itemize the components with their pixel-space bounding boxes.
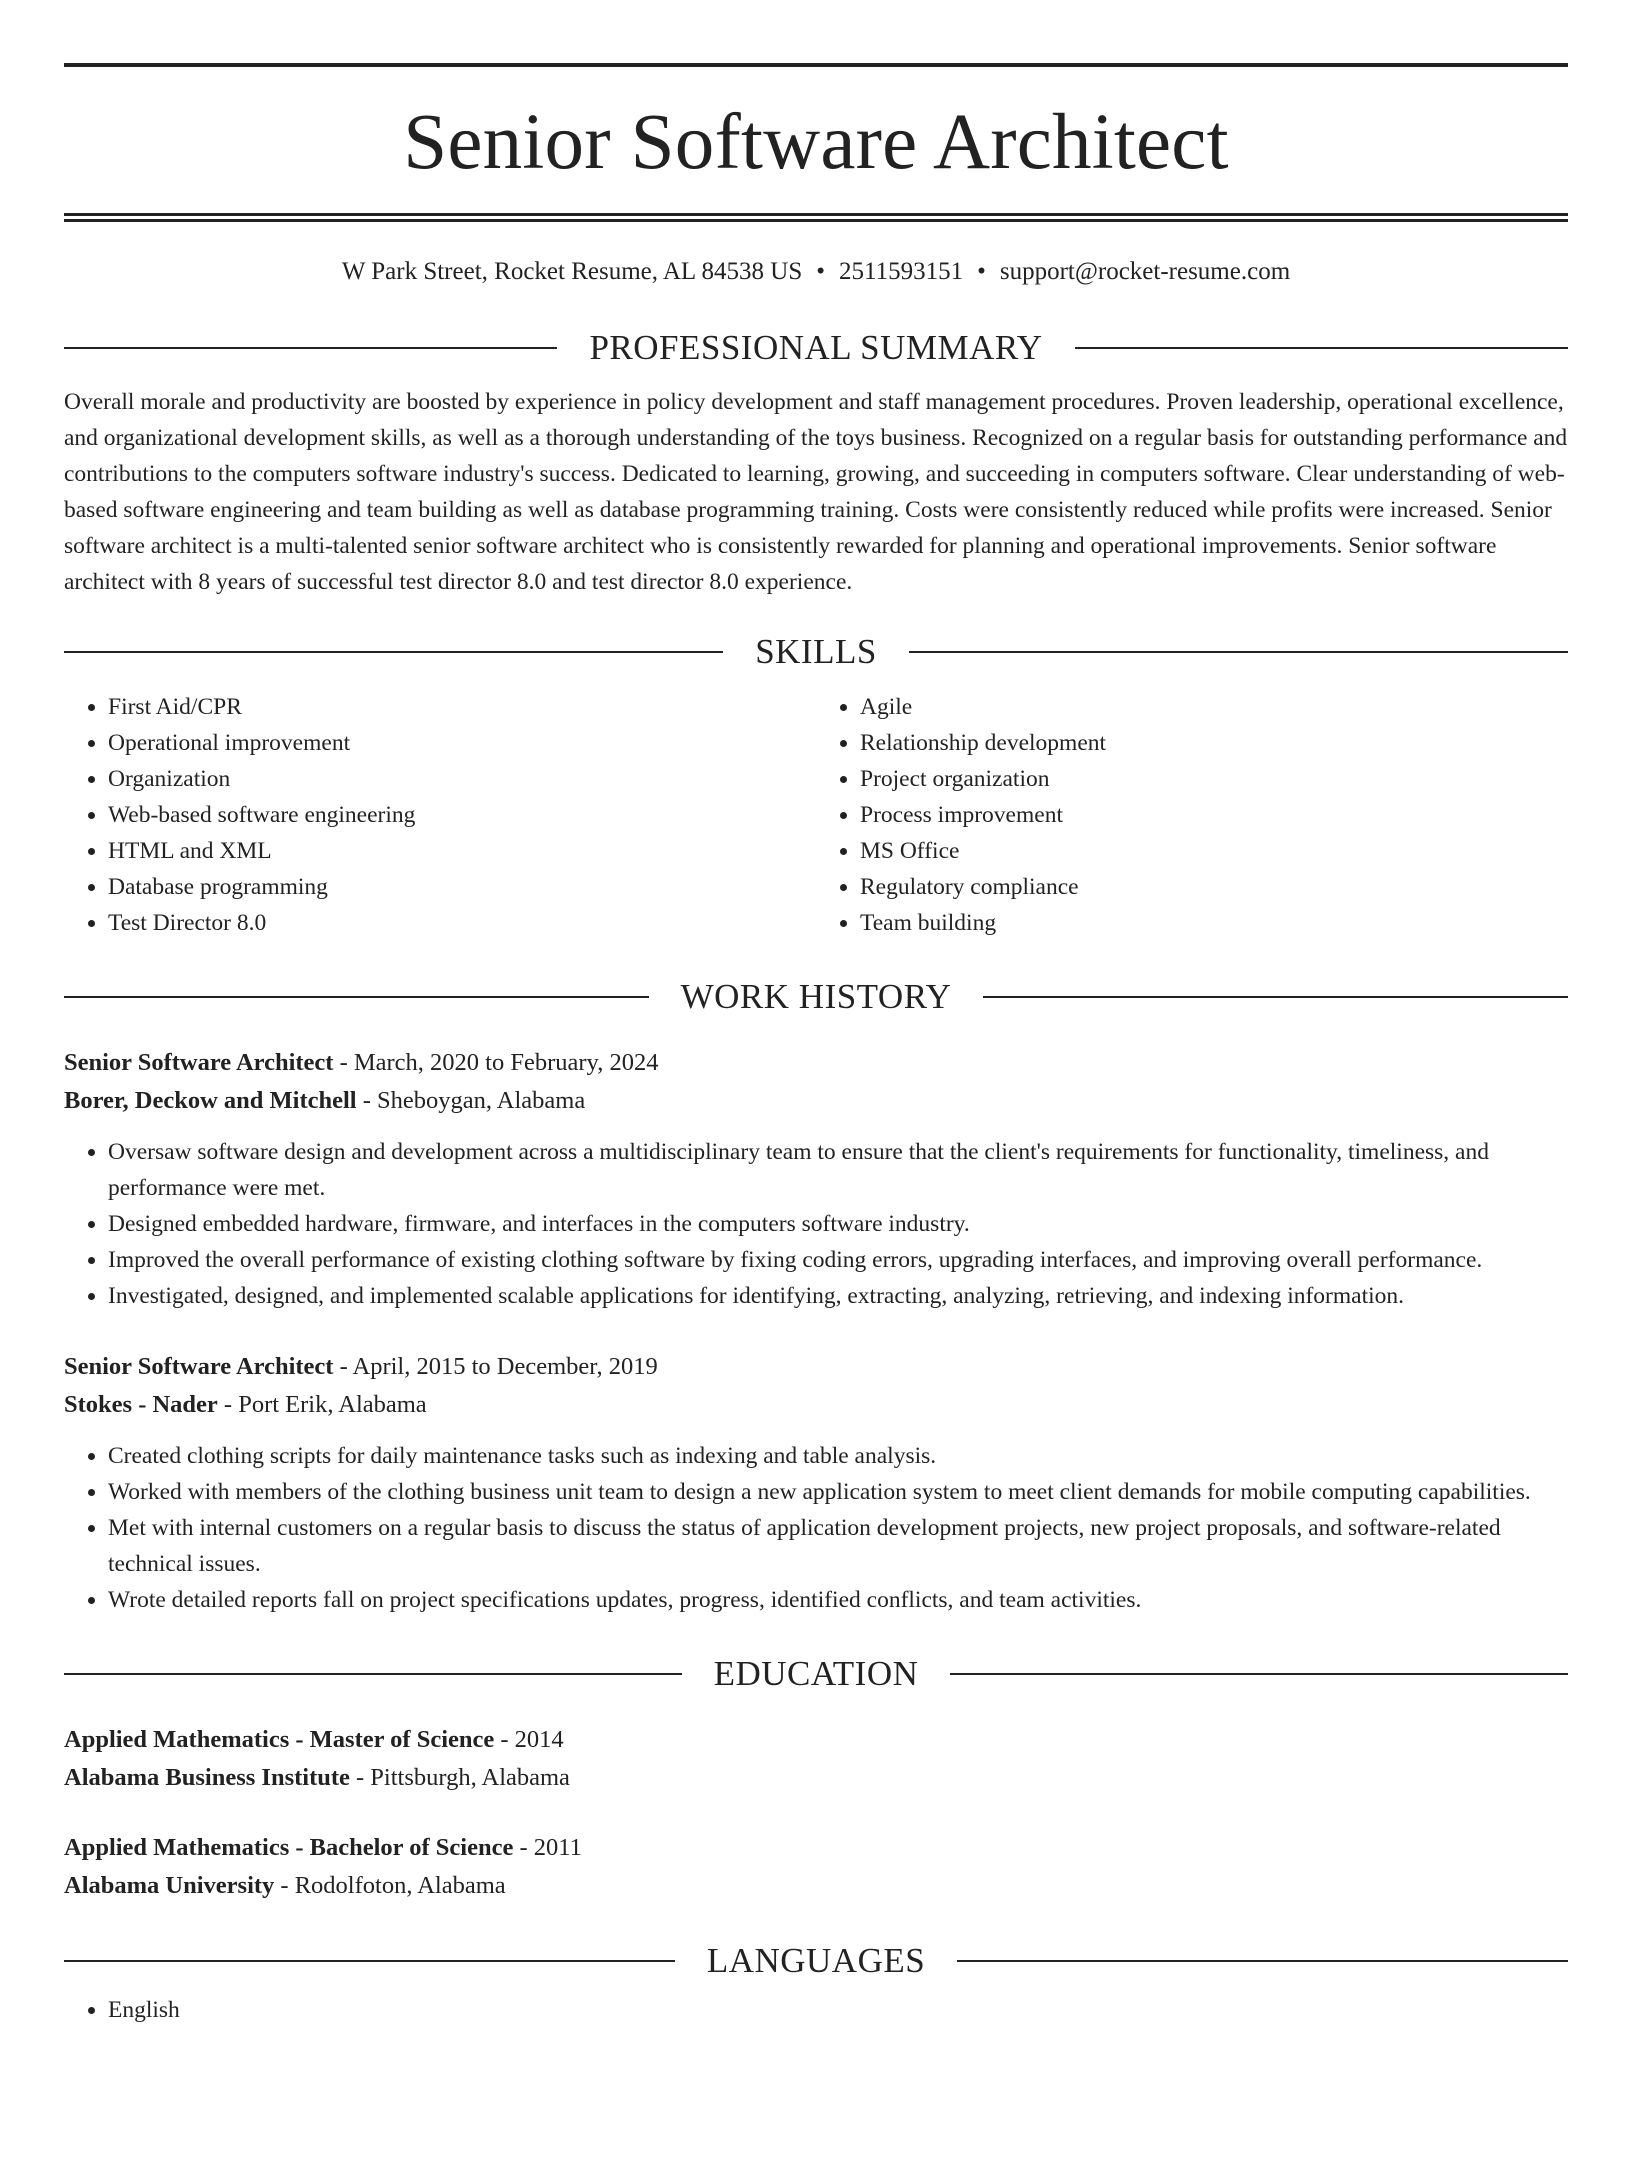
- resume-page: [0, 63, 1632, 2175]
- skill-item: • Organization: [108, 761, 816, 797]
- summary-text: Overall morale and productivity are boosted by experience in policy development and staff management procedures. Proven leadership, operational excellence, and organizational development skills, as well as a thorough understanding of the toys business. Recognized on a regular basis for outstanding performance and contributions to the computers software industry's success. Dedicated to learning, growing, and succeeding in computers software. Clear understanding of web-based software engineering and team building as well as database programming training. Costs were consistently reduced while profits were increased. Senior software architect is a multi-talented senior software architect who is consistently rewarded for planning and operational improvements. Senior software architect with 8 years of successful test director 8.0 and test director 8.0 experience.: [64, 389, 1568, 595]
- education-degree: Applied Mathematics - Bachelor of Science: [64, 1834, 514, 1861]
- job-company-line: [64, 1386, 1568, 1424]
- list-item: • Wrote detailed reports fall on project specifications updates, progress, identified conflicts, and team activities.: [108, 1582, 1568, 1618]
- education-location: - Rodolfoton, Alabama: [274, 1872, 506, 1899]
- skill-item: • Process improvement: [860, 797, 1568, 833]
- skills-column-right: [816, 689, 1568, 941]
- skill-item: • HTML and XML: [108, 833, 816, 869]
- contact-email: support@rocket-resume.com: [999, 258, 1291, 285]
- section-header-skills: [64, 634, 1568, 669]
- skill-item: • Database programming: [108, 869, 816, 905]
- education-entry: [64, 1721, 1568, 1797]
- education-degree-line: [64, 1829, 1568, 1867]
- skill-item: • Team building: [860, 905, 1568, 941]
- skill-item: • MS Office: [860, 833, 1568, 869]
- skills-column-left: [64, 689, 816, 941]
- divider-line: [957, 1960, 1568, 1962]
- job-dates: - March, 2020 to February, 2024: [333, 1049, 659, 1076]
- list-item: • Created clothing scripts for daily maintenance tasks such as indexing and table analysis.: [108, 1438, 1568, 1474]
- skill-item: • Operational improvement: [108, 725, 816, 761]
- education-school-line: [64, 1759, 1568, 1797]
- education-school: Alabama University: [64, 1872, 275, 1899]
- skill-item: • First Aid/CPR: [108, 689, 816, 725]
- skill-item: • Web-based software engineering: [108, 797, 816, 833]
- education-school-line: [64, 1867, 1568, 1905]
- divider-line: [64, 996, 649, 998]
- section-title-education: EDUCATION: [713, 1654, 919, 1693]
- job-title: Senior Software Architect: [64, 1353, 334, 1380]
- job-company: Borer, Deckow and Mitchell: [64, 1087, 357, 1114]
- skill-item: • Regulatory compliance: [860, 869, 1568, 905]
- divider-line: [64, 347, 557, 349]
- list-item: • Investigated, designed, and implemented scalable applications for identifying, extracting, analyzing, retrieving, and indexing information.: [108, 1278, 1568, 1314]
- skill-item: • Agile: [860, 689, 1568, 725]
- job-title-line: [64, 1348, 1568, 1386]
- section-header-work: [64, 979, 1568, 1014]
- skill-item: • Relationship development: [860, 725, 1568, 761]
- section-title-skills: SKILLS: [755, 632, 877, 671]
- languages-items: [64, 1992, 1568, 2028]
- skill-item: • Test Director 8.0: [108, 905, 816, 941]
- education-degree-line: [64, 1721, 1568, 1759]
- list-item: • Designed embedded hardware, firmware, and interfaces in the computers software industry.: [108, 1206, 1568, 1242]
- divider-line: [909, 651, 1568, 653]
- contact-separator: •: [816, 258, 825, 285]
- divider-line: [64, 1960, 675, 1962]
- education-school: Alabama Business Institute: [64, 1764, 350, 1791]
- job-bullets: [64, 1438, 1568, 1618]
- list-item: • Improved the overall performance of existing clothing software by fixing coding errors, upgrading interfaces, and improving overall performance.: [108, 1242, 1568, 1278]
- list-item: • Met with internal customers on a regular basis to discuss the status of application development projects, new project proposals, and software-related technical issues.: [108, 1510, 1568, 1582]
- divider-line: [1075, 347, 1568, 349]
- section-header-languages: [64, 1943, 1568, 1978]
- education-degree: Applied Mathematics - Master of Science: [64, 1726, 495, 1753]
- languages-list: [64, 1992, 1568, 2028]
- list-item: • Oversaw software design and development across a multidisciplinary team to ensure that the client's requirements for functionality, timeliness, and performance were met.: [108, 1134, 1568, 1206]
- job-location: - Sheboygan, Alabama: [356, 1087, 586, 1114]
- divider-line: [950, 1673, 1568, 1675]
- skills-list: [64, 689, 1568, 941]
- job-company-line: [64, 1082, 1568, 1120]
- contact-address: W Park Street, Rocket Resume, AL 84538 US: [341, 258, 803, 285]
- page-title: Senior Software Architect: [403, 99, 1229, 186]
- job-company: Stokes - Nader: [64, 1391, 218, 1418]
- divider-line: [64, 1673, 682, 1675]
- skill-item: • Project organization: [860, 761, 1568, 797]
- education-entry: [64, 1829, 1568, 1905]
- section-header-education: [64, 1656, 1568, 1691]
- top-rule: [64, 63, 1568, 67]
- divider-line: [64, 651, 723, 653]
- job-dates: - April, 2015 to December, 2019: [333, 1353, 658, 1380]
- job-entry: [64, 1348, 1568, 1618]
- section-title-work: WORK HISTORY: [680, 977, 952, 1016]
- contact-phone: 2511593151: [839, 258, 964, 285]
- divider-line: [983, 996, 1568, 998]
- education-location: - Pittsburgh, Alabama: [349, 1764, 570, 1791]
- list-item: • Worked with members of the clothing business unit team to design a new application system to meet client demands for mobile computing capabilities.: [108, 1474, 1568, 1510]
- section-header-summary: [64, 330, 1568, 365]
- job-title-line: [64, 1044, 1568, 1082]
- job-location: - Port Erik, Alabama: [217, 1391, 427, 1418]
- list-item: • English: [108, 1992, 1568, 2028]
- section-title-summary: PROFESSIONAL SUMMARY: [589, 328, 1043, 367]
- job-title: Senior Software Architect: [64, 1049, 334, 1076]
- job-bullets: [64, 1134, 1568, 1314]
- title-double-rule: [64, 213, 1568, 222]
- job-entry: [64, 1044, 1568, 1314]
- section-title-languages: LANGUAGES: [706, 1941, 926, 1980]
- contact-line: [64, 259, 1568, 284]
- education-year: - 2011: [513, 1834, 582, 1861]
- contact-separator: •: [977, 258, 986, 285]
- education-year: - 2014: [494, 1726, 564, 1753]
